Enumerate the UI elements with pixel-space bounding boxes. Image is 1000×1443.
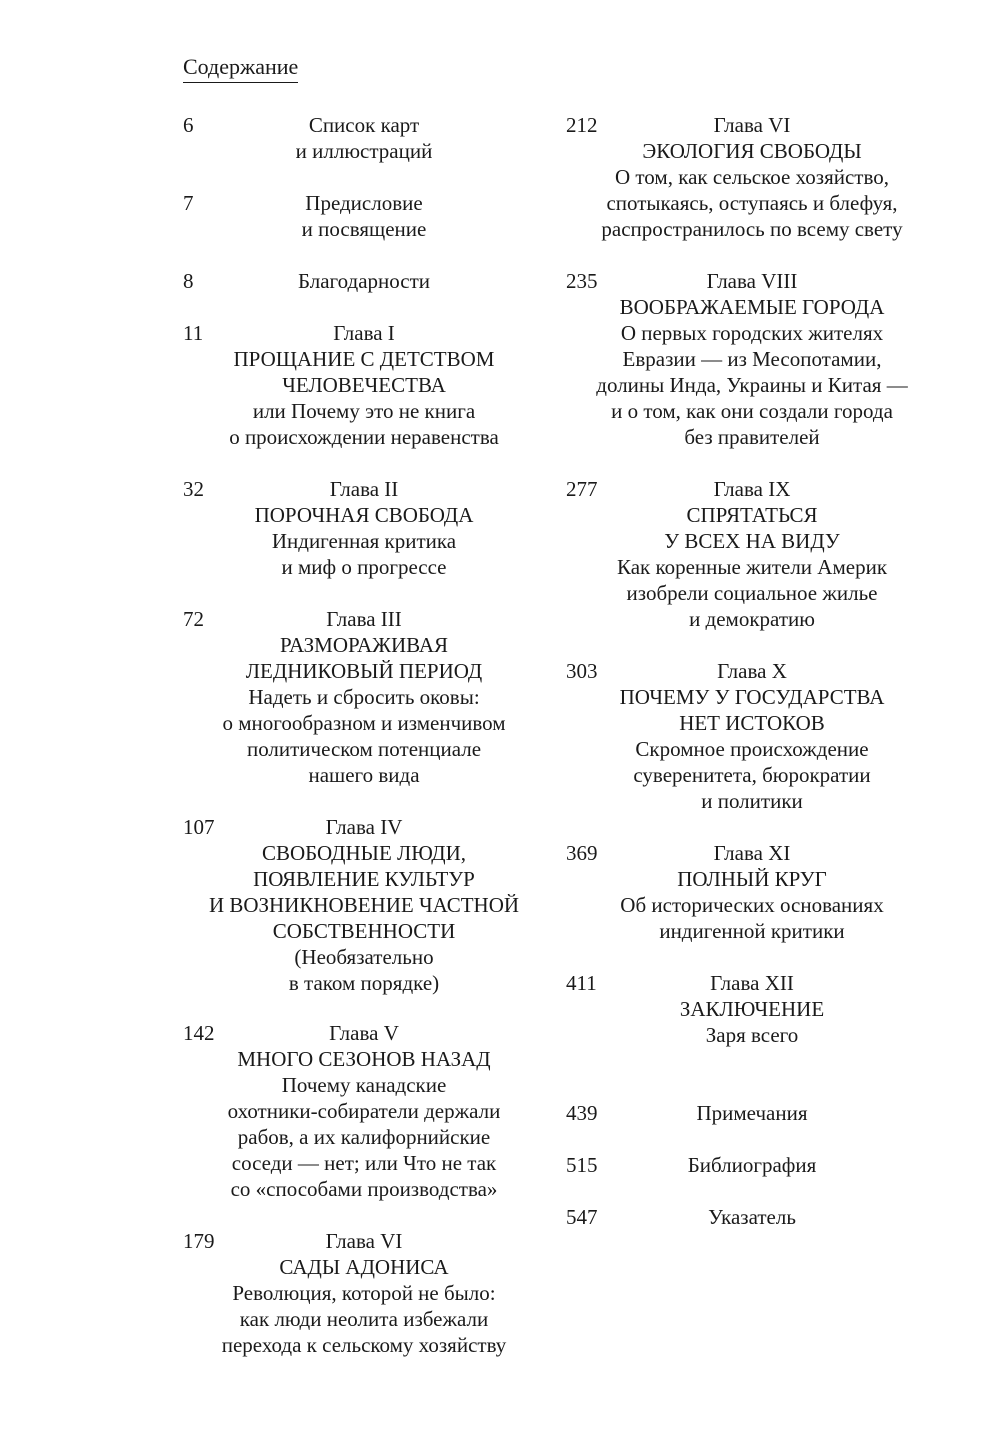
toc-entry-line: о происхождении неравенства <box>229 425 499 449</box>
toc-entry-line: Евразии — из Месопотамии, <box>622 347 882 371</box>
toc-entry-text <box>174 268 554 294</box>
toc-entry-line: САДЫ АДОНИСА <box>279 1255 449 1279</box>
toc-entry-line: изобрели социальное жилье <box>626 581 878 605</box>
toc-entry-line: со «способами производства» <box>230 1177 498 1201</box>
toc-entry-text <box>174 190 554 242</box>
toc-entry-line: О том, как сельское хозяйство, <box>614 165 889 189</box>
toc-entry-line: НЕТ ИСТОКОВ <box>679 711 825 735</box>
toc-entry-line: Список карт <box>308 113 420 137</box>
toc-entry-line: Глава VI <box>325 1229 403 1253</box>
toc-entry-line: о многообразном и изменчивом <box>222 711 506 735</box>
toc-entry-line: СПРЯТАТЬСЯ <box>686 503 818 527</box>
toc-entry-line: ВООБРАЖАЕМЫЕ ГОРОДА <box>619 295 885 319</box>
toc-entry-line: перехода к сельскому хозяйству <box>221 1333 507 1357</box>
toc-entry-line: Как коренные жители Америк <box>616 555 888 579</box>
toc-entry-line: политическом потенциале <box>246 737 482 761</box>
toc-entry-text <box>562 658 942 814</box>
toc-entry-line: СОБСТВЕННОСТИ <box>272 919 456 943</box>
toc-entry-line: Глава I <box>333 321 395 345</box>
toc-page-number: 7 <box>183 191 194 215</box>
toc-entry-line: рабов, а их калифорнийские <box>237 1125 491 1149</box>
toc-page-number: 212 <box>566 113 598 137</box>
toc-entry-line: Примечания <box>696 1101 808 1125</box>
toc-page-number: 369 <box>566 841 598 865</box>
toc-entry-line: Глава II <box>329 477 399 501</box>
toc-page-number: 235 <box>566 269 598 293</box>
toc-entry-line: охотники-собиратели держали <box>227 1099 501 1123</box>
toc-entry-text <box>174 112 554 164</box>
toc-page-number: 411 <box>566 971 597 995</box>
toc-page-number: 107 <box>183 815 215 839</box>
toc-entry-line: Революция, которой не было: <box>232 1281 496 1305</box>
toc-entry-text <box>562 476 942 632</box>
toc-entry-line: Глава XII <box>710 971 794 995</box>
toc-page-number: 439 <box>566 1101 598 1125</box>
toc-entry-line: Глава V <box>329 1021 399 1045</box>
toc-entry-text <box>174 814 554 996</box>
toc-entry-text <box>562 268 942 450</box>
toc-entry-line: и о том, как они создали города <box>611 399 893 423</box>
toc-entry-line: ПОЧЕМУ У ГОСУДАРСТВА <box>619 685 885 709</box>
toc-entry-line: Глава VIII <box>706 269 798 293</box>
toc-entry-line: ЧЕЛОВЕЧЕСТВА <box>282 373 446 397</box>
toc-entry-line: и миф о прогрессе <box>281 555 447 579</box>
toc-entry-line: Индигенная критика <box>271 529 457 553</box>
toc-entry-line: Почему канадские <box>281 1073 447 1097</box>
toc-entry-line: и посвящение <box>301 217 427 241</box>
toc-entry-line: Надеть и сбросить оковы: <box>248 685 480 709</box>
toc-page-number: 303 <box>566 659 598 683</box>
toc-entry-line: соседи — нет; или Что не так <box>231 1151 497 1175</box>
toc-entry-line: суверенитета, бюрократии <box>633 763 871 787</box>
toc-entry-line: Глава IV <box>325 815 403 839</box>
toc-entry-line: Благодарности <box>297 269 431 293</box>
toc-entry-line: как люди неолита избежали <box>239 1307 489 1331</box>
toc-entry-line: долины Инда, Украины и Китая — <box>596 373 908 397</box>
toc-entry-line: МНОГО СЕЗОНОВ НАЗАД <box>237 1047 491 1071</box>
page-title: Содержание <box>183 52 298 83</box>
toc-entry-line: РАЗМОРАЖИВАЯ <box>280 633 448 657</box>
toc-entry-line: спотыкаясь, оступаясь и блефуя, <box>606 191 898 215</box>
toc-entry-line: Глава III <box>326 607 402 631</box>
toc-entry-line: ПОЛНЫЙ КРУГ <box>677 867 827 891</box>
toc-entry-line: распространилось по всему свету <box>601 217 903 241</box>
toc-entry-text <box>174 1228 554 1358</box>
toc-entry-text <box>562 840 942 944</box>
toc-entry-line: ЗАКЛЮЧЕНИЕ <box>679 997 825 1021</box>
toc-entry-text <box>174 320 554 450</box>
toc-page-number: 547 <box>566 1205 598 1229</box>
toc-entry-line: (Необязательно <box>294 945 434 969</box>
toc-entry-line: или Почему это не книга <box>252 399 476 423</box>
toc-entry-line: ЭКОЛОГИЯ СВОБОДЫ <box>642 139 862 163</box>
toc-entry-line: Библиография <box>687 1153 817 1177</box>
toc-entry-text <box>174 476 554 580</box>
toc-entry-line: Глава VI <box>713 113 791 137</box>
toc-entry-text <box>562 970 942 1048</box>
toc-entry-line: Заря всего <box>705 1023 799 1047</box>
toc-page-number: 72 <box>183 607 204 631</box>
toc-page-number: 142 <box>183 1021 215 1045</box>
toc-entry-line: и иллюстраций <box>295 139 433 163</box>
toc-entry-line: Скромное происхождение <box>635 737 869 761</box>
toc-page-number: 32 <box>183 477 204 501</box>
toc-entry-line: Указатель <box>708 1205 796 1229</box>
toc-entry-line: ПРОЩАНИЕ С ДЕТСТВОМ <box>233 347 495 371</box>
toc-page-number: 8 <box>183 269 194 293</box>
toc-entry-text <box>174 1020 554 1202</box>
toc-entry-line: Глава IX <box>713 477 791 501</box>
toc-page-number: 179 <box>183 1229 215 1253</box>
toc-entry-line: О первых городских жителях <box>620 321 884 345</box>
toc-entry-line: Предисловие <box>305 191 423 215</box>
toc-entry-line: Глава X <box>717 659 787 683</box>
toc-entry-line: индигенной критики <box>659 919 845 943</box>
toc-entry-line: И ВОЗНИКНОВЕНИЕ ЧАСТНОЙ <box>208 893 520 917</box>
toc-page-number: 6 <box>183 113 194 137</box>
toc-entry-text <box>562 1204 942 1230</box>
toc-entry-line: ЛЕДНИКОВЫЙ ПЕРИОД <box>245 659 483 683</box>
toc-entry-line: Об исторических основаниях <box>620 893 884 917</box>
toc-page-number: 11 <box>183 321 204 345</box>
toc-entry-line: ПОЯВЛЕНИЕ КУЛЬТУР <box>253 867 475 891</box>
toc-page-number: 277 <box>566 477 598 501</box>
toc-entry-line: без правителей <box>684 425 820 449</box>
toc-entry-line: У ВСЕХ НА ВИДУ <box>664 529 840 553</box>
toc-entry-line: и политики <box>701 789 803 813</box>
toc-entry-line: в таком порядке) <box>288 971 440 995</box>
toc-entry-line: нашего вида <box>308 763 420 787</box>
toc-entry-line: и демократию <box>689 607 815 631</box>
toc-entry-text <box>562 1152 942 1178</box>
toc-entry-line: СВОБОДНЫЕ ЛЮДИ, <box>261 841 467 865</box>
toc-page-number: 515 <box>566 1153 598 1177</box>
toc-entry-text <box>562 1100 942 1126</box>
toc-entry-line: ПОРОЧНАЯ СВОБОДА <box>254 503 474 527</box>
toc-entry-text <box>174 606 554 788</box>
toc-entry-text <box>562 112 942 242</box>
toc-entry-line: Глава XI <box>713 841 791 865</box>
